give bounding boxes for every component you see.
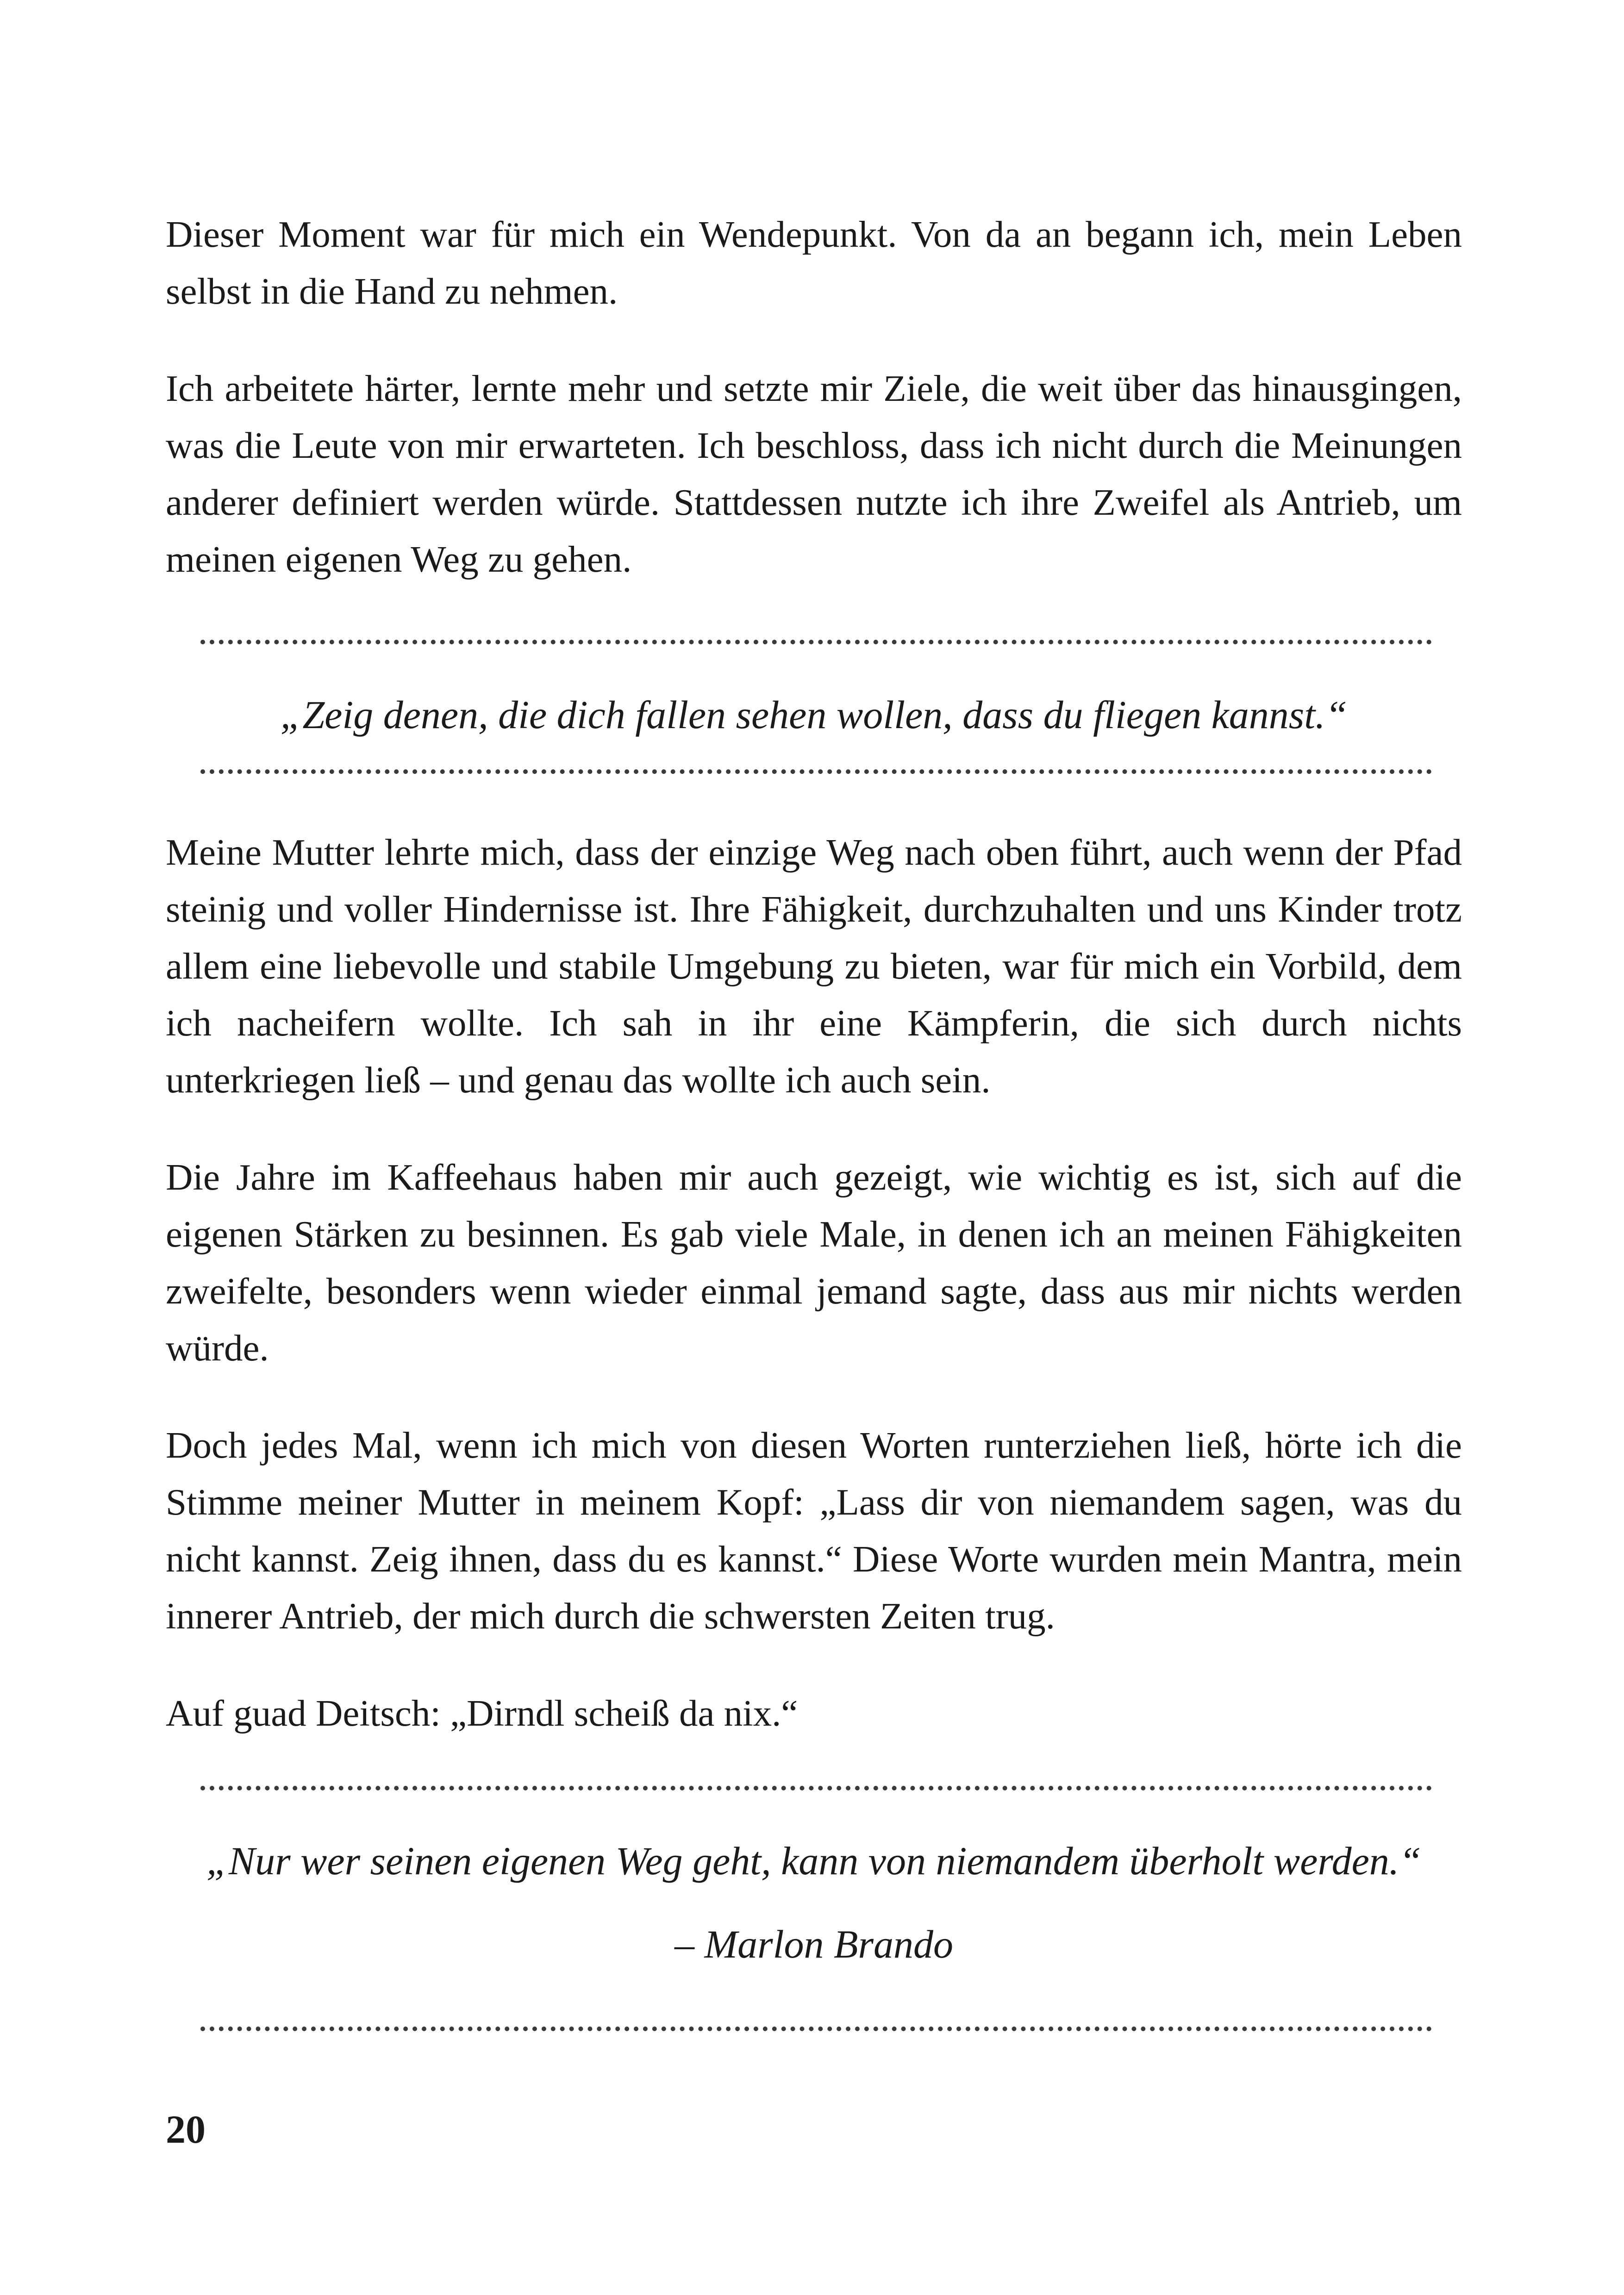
dotted-divider	[200, 1786, 1432, 1795]
dotted-divider	[200, 769, 1432, 779]
dotted-divider	[200, 640, 1432, 649]
paragraph: Doch jedes Mal, wenn ich mich von diesen Worten runterziehen ließ, hörte ich die Stimme meiner Mutter in meinem Kopf: „Lass dir von niemandem sagen, was du nicht kannst. Zeig ihnen, dass du es kannst.“ Diese Worte wurden mein Mantra, mein innerer Antrieb, der mich durch die schwersten Zeiten trug.	[166, 1424, 1462, 1637]
pull-quote: „Nur wer seinen eigenen Weg geht, kann von niemandem überholt werden.“	[206, 1839, 1422, 1883]
paragraph: Dieser Moment war für mich ein Wendepunkt. Von da an begann ich, mein Leben selbst in die Hand zu nehmen.	[166, 213, 1462, 312]
page-content	[166, 206, 1462, 2036]
paragraph: Ich arbeitete härter, lernte mehr und setzte mir Ziele, die weit über das hinausgingen, was die Leute von mir erwarteten. Ich beschloss, dass ich nicht durch die Meinungen anderer definiert werden würde. Stattdessen nutzte ich ihre Zweifel als Antrieb, um meinen eigenen Weg zu gehen.	[166, 368, 1462, 580]
paragraph: Die Jahre im Kaffeehaus haben mir auch gezeigt, wie wichtig es ist, sich auf die eigenen Stärken zu besinnen. Es gab viele Male, in denen ich an meinen Fähigkeiten zweifelte, besonders wenn wieder einmal jemand sagte, dass aus mir nichts werden würde.	[166, 1156, 1462, 1369]
page-number: 20	[166, 2107, 206, 2152]
pull-quote: „Zeig denen, die dich fallen sehen wollen, dass du fliegen kannst.“	[280, 692, 1348, 737]
quote-author: – Marlon Brando	[675, 1922, 953, 1966]
paragraph: Meine Mutter lehrte mich, dass der einzige Weg nach oben führt, auch wenn der Pfad steinig und voller Hindernisse ist. Ihre Fähigkeit, durchzuhalten und uns Kinder trotz allem eine liebevolle und stabile Umgebung zu bieten, war für mich ein Vorbild, dem ich nacheifern wollte. Ich sah in ihr eine Kämpferin, die sich durch nichts unterkriegen ließ – und genau das wollte ich auch sein.	[166, 831, 1462, 1101]
paragraph: Auf guad Deitsch: „Dirndl scheiß da nix.“	[166, 1692, 798, 1734]
dotted-divider	[200, 2027, 1432, 2036]
